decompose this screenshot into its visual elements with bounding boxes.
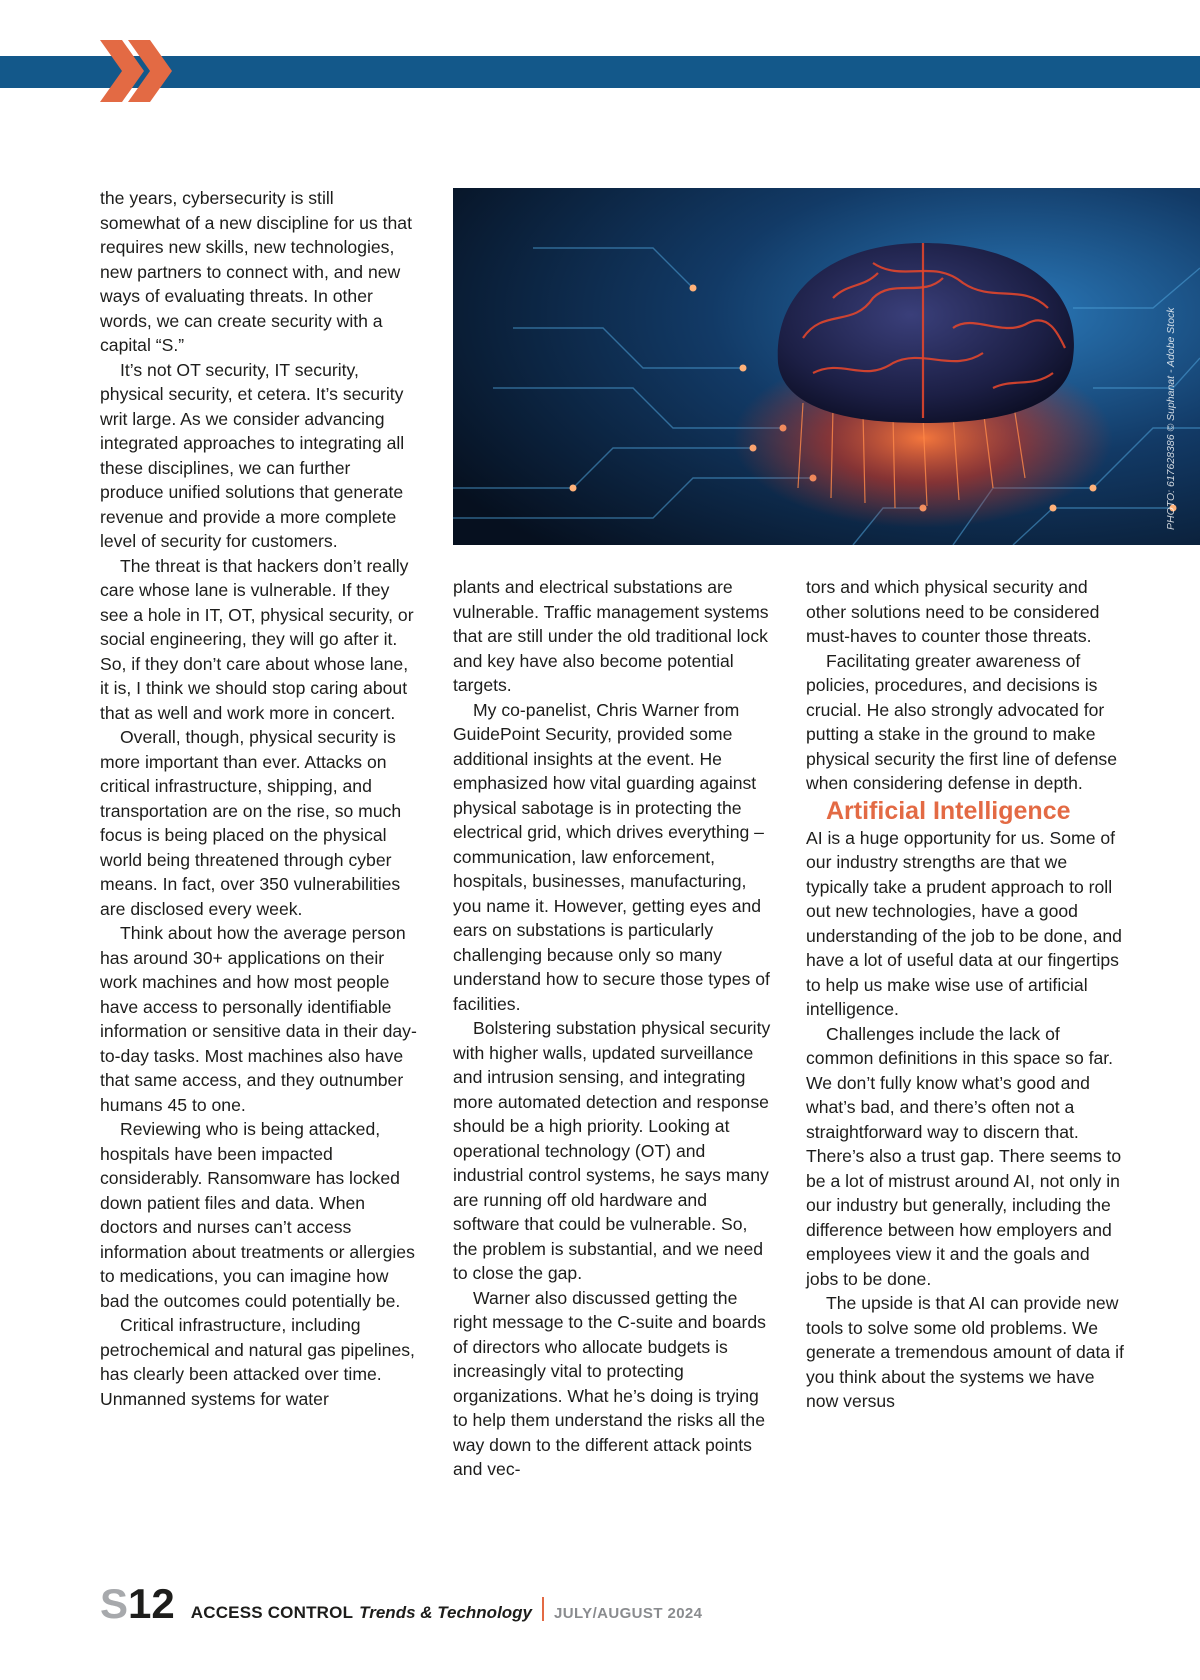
article-column-1 xyxy=(100,186,418,1411)
brain-circuit-photo xyxy=(453,188,1200,545)
paragraph: the years, cybersecurity is still somewhat of a new discipline for us that requires new skills, new technologies, new partners to connect with, and new ways of evaluating threats. In other words, we can create security with a capital “S.” xyxy=(100,188,412,355)
double-chevron-icon xyxy=(92,36,176,106)
article-column-3 xyxy=(806,575,1124,1414)
issue-date: JULY/AUGUST 2024 xyxy=(554,1605,703,1622)
paragraph: The upside is that AI can provide new tools to solve some old problems. We generate a tremendous amount of data if you think about the systems we have now versus xyxy=(806,1293,1124,1411)
folio-prefix: S xyxy=(100,1580,129,1627)
paragraph: plants and electrical substations are vulnerable. Traffic management systems that are still under the old traditional lock and key have also become potential targets. xyxy=(453,577,769,695)
photo-credit: PHOTO: 617628386 © Suphanat - Adobe Stock xyxy=(1165,307,1177,530)
paragraph: Critical infrastructure, including petrochemical and natural gas pipelines, has clearly been attacked over time. Unmanned systems for water xyxy=(100,1315,415,1409)
header-bar xyxy=(0,56,1200,88)
page-number: 12 xyxy=(128,1580,175,1627)
paragraph: Bolstering substation physical security with higher walls, updated surveillance and intrusion sensing, and integrating more automated detection and response should be a high priority. Looking at operational technology (OT) and industrial control systems, he says many are running off old hardware and software that could be vulnerable. So, the problem is substantial, and we need to close the gap. xyxy=(453,1018,771,1283)
paragraph: The threat is that hackers don’t really care whose lane is vulnerable. If they see a hole in IT, OT, physical security, or social engineering, they will go after it. So, if they don’t care about whose lane, it is, I think we should stop caring about that as well and work more in concert. xyxy=(100,555,414,723)
paragraph: tors and which physical security and other solutions need to be considered must-haves to counter those threats. xyxy=(806,577,1100,646)
paragraph: Overall, though, physical security is more important than ever. Attacks on critical infrastructure, shipping, and transportation are on the rise, so much focus is being placed on the physical world being threatened through cyber means. In fact, over 350 vulnerabilities are disclosed every week. xyxy=(100,727,402,919)
paragraph: Think about how the average person has around 30+ applications on their work machines and how most people have access to personally identifiable information or sensitive data in their day-to-day tasks. Most machines also have that same access, and they outnumber humans 45 to one. xyxy=(100,923,417,1115)
article-column-2 xyxy=(453,575,771,1482)
paragraph: Challenges include the lack of common definitions in this space so far. We don’t fully know what’s good and what’s bad, and there’s often not a straightforward way to discern that. There’s also a trust gap. There seems to be a lot of mistrust around AI, not only in our industry but generally, including the difference between how employers and employees view it and the goals and jobs to be done. xyxy=(806,1023,1122,1289)
paragraph: It’s not OT security, IT security, physical security, et cetera. It’s security writ large. As we consider advancing integrated approaches to integrating all these disciplines, we can further produce unified solutions that generate revenue and provide a more complete level of security for customers. xyxy=(100,359,405,551)
section-subhead: Artificial Intelligence xyxy=(826,796,1071,825)
paragraph: Reviewing who is being attacked, hospitals have been impacted considerably. Ransomware has locked down patient files and data. When doctors and nurses can’t access information about treatments or allergies to medications, you can imagine how bad the outcomes could potentially be. xyxy=(100,1119,415,1311)
magazine-subtitle: Trends & Technology xyxy=(359,1603,533,1622)
footer-divider xyxy=(542,1597,544,1621)
magazine-title: ACCESS CONTROL xyxy=(190,1603,354,1622)
paragraph: My co-panelist, Chris Warner from GuidePoint Security, provided some additional insights at the event. He emphasized how vital guarding against physical sabotage is in protecting the electrical grid, which drives everything – communication, law enforcement, hospitals, businesses, manufacturing, you name it. However, getting eyes and ears on substations is particularly challenging because only so many understand how to secure those types of facilities. xyxy=(453,699,770,1014)
paragraph: AI is a huge opportunity for us. Some of our industry strengths are that we typically take a prudent approach to roll out new technologies, have a good understanding of the job to be done, and have a lot of useful data at our fingertips to help us make wise use of artificial intelligence. xyxy=(806,827,1122,1019)
page-footer xyxy=(100,1580,702,1628)
paragraph: Warner also discussed getting the right message to the C-suite and boards of directors who allocate budgets is increasingly vital to protecting organizations. What he’s doing is trying to help them understand the risks all the way down to the different attack points and vec- xyxy=(453,1287,766,1479)
paragraph: Facilitating greater awareness of policies, procedures, and decisions is crucial. He also strongly advocated for putting a stake in the ground to make physical security the first line of defense when considering defense in depth. xyxy=(806,650,1117,793)
